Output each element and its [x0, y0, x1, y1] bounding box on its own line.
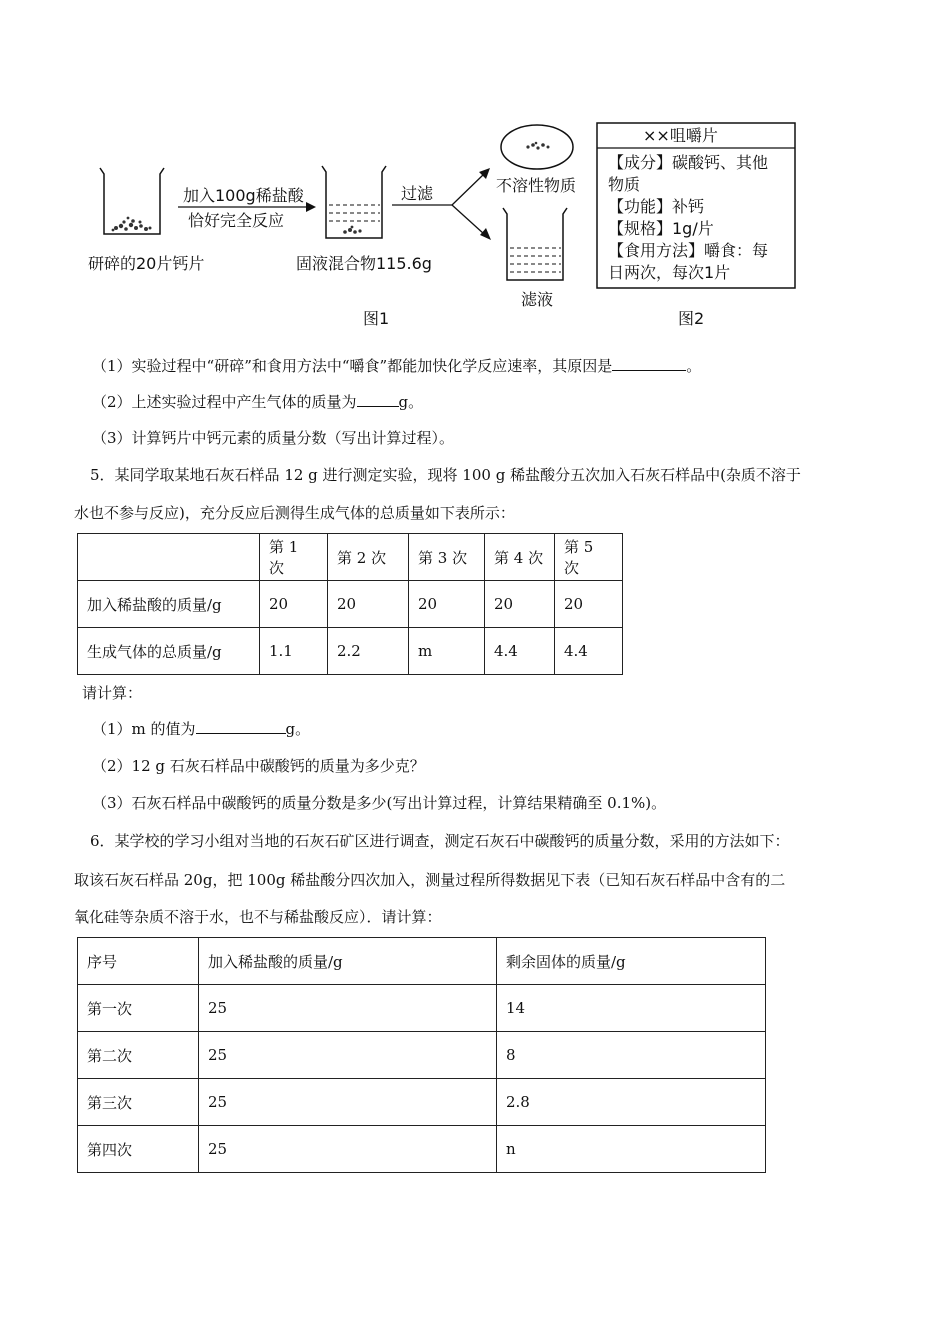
- q4-part1-text: （1）实验过程中“研碎”和食用方法中“嚼食”都能加快化学反应速率，其原因是: [92, 357, 613, 375]
- table-cell: 1.1: [260, 628, 328, 675]
- arrow-label-complete-reaction: 恰好完全反应: [188, 211, 285, 230]
- table-header-row: [78, 534, 623, 581]
- mixture-solid-particles: [343, 226, 361, 234]
- arrow-head: [480, 228, 491, 240]
- table-cell: 20: [409, 581, 485, 628]
- table-row: [78, 985, 766, 1032]
- table-cell: 25: [199, 1079, 497, 1126]
- table-cell: 20: [328, 581, 409, 628]
- q4-part2-text: （2）上述实验过程中产生气体的质量为: [92, 393, 357, 411]
- table-header-cell: 第 5 次: [555, 534, 623, 581]
- table-header-cell: 序号: [78, 938, 199, 985]
- table-header-cell: [78, 534, 260, 581]
- table-cell: 第二次: [78, 1032, 199, 1079]
- product-detail-line: 【功能】补钙: [608, 197, 705, 216]
- q5-ask: 请计算：: [82, 684, 143, 702]
- table-cell: 8: [497, 1032, 766, 1079]
- q5-part1: [92, 719, 310, 739]
- table-cell: 加入稀盐酸的质量/g: [78, 581, 260, 628]
- mixture-liquid-lines: [329, 205, 380, 221]
- crushed-tablet-particles: [112, 217, 152, 232]
- crushed-tablets-label: 研碎的20片钙片: [88, 254, 205, 273]
- table-cell: 第四次: [78, 1126, 199, 1173]
- q6-intro-line3: 氧化硅等杂质不溶于水，也不与稀盐酸反应）．请计算：: [74, 908, 442, 926]
- arrow-head: [306, 202, 316, 212]
- table-cell: 生成气体的总质量/g: [78, 628, 260, 675]
- table-cell: 2.2: [328, 628, 409, 675]
- q5-intro-line1: 5．某同学取某地石灰石样品 12 g 进行测定实验，现将 100 g 稀盐酸分五次加入石灰石样品中(杂质不溶于: [90, 466, 801, 484]
- q6-intro-line1: 6．某学校的学习小组对当地的石灰石矿区进行调查，测定石灰石中碳酸钙的质量分数，采用的方法如下：: [90, 832, 790, 850]
- q5-part1-text: （1）m 的值为: [92, 720, 196, 738]
- product-detail-line: 物质: [608, 175, 641, 194]
- table-cell: 4.4: [485, 628, 555, 675]
- q4-part2: [92, 392, 423, 412]
- filtrate-label: 滤液: [521, 290, 554, 309]
- table-header-cell: 第 1 次: [260, 534, 328, 581]
- table-cell: 20: [555, 581, 623, 628]
- table-cell: 20: [485, 581, 555, 628]
- insoluble-label: 不溶性物质: [496, 176, 577, 195]
- table-row: [78, 1079, 766, 1126]
- table-header-cell: 第 3 次: [409, 534, 485, 581]
- table-cell: 25: [199, 985, 497, 1032]
- table-cell: m: [409, 628, 485, 675]
- table-cell: 14: [497, 985, 766, 1032]
- product-detail-line: 日两次，每次1片: [608, 263, 731, 282]
- answer-blank[interactable]: [357, 392, 399, 407]
- table-cell: 20: [260, 581, 328, 628]
- q5-data-table: [77, 533, 623, 675]
- q5-part2: （2）12 g 石灰石样品中碳酸钙的质量为多少克？: [92, 757, 425, 775]
- q5-part3: （3）石灰石样品中碳酸钙的质量分数是多少(写出计算过程，计算结果精确至 0.1%)。: [92, 794, 667, 812]
- beaker-filtrate: [503, 208, 567, 280]
- q6-intro-line2: 取该石灰石样品 20g，把 100g 稀盐酸分四次加入，测量过程所得数据见下表（已知石灰石样品中含有的二: [74, 871, 786, 889]
- product-detail-line: 【食用方法】嚼食：每: [608, 241, 769, 260]
- table-header-row: [78, 938, 766, 985]
- arrow-label-add-acid: 加入100g稀盐酸: [183, 186, 304, 205]
- table-header-cell: 加入稀盐酸的质量/g: [199, 938, 497, 985]
- q6-data-table: [77, 937, 766, 1173]
- table-cell: 2.8: [497, 1079, 766, 1126]
- table-row: [78, 628, 623, 675]
- table-cell: 4.4: [555, 628, 623, 675]
- table-cell: 第一次: [78, 985, 199, 1032]
- table-header-cell: 第 4 次: [485, 534, 555, 581]
- q5-intro-line2: 水也不参与反应)，充分反应后测得生成气体的总质量如下表所示：: [74, 504, 515, 522]
- beaker-mixture: [322, 166, 386, 238]
- experiment-figure: [0, 0, 950, 340]
- table-cell: n: [497, 1126, 766, 1173]
- q4-part1-end: 。: [686, 357, 702, 375]
- product-detail-line: 【成分】碳酸钙、其他: [608, 153, 769, 172]
- figure-2-caption: 图2: [678, 309, 705, 328]
- filtrate-liquid-lines: [510, 248, 561, 272]
- table-row: [78, 1032, 766, 1079]
- figure-1-caption: 图1: [363, 309, 390, 328]
- q5-part1-end: g。: [285, 720, 311, 738]
- table-cell: 25: [199, 1032, 497, 1079]
- table-header-cell: 剩余固体的质量/g: [497, 938, 766, 985]
- product-details: [608, 152, 768, 284]
- answer-blank[interactable]: [612, 356, 686, 371]
- product-detail-line: 【规格】1g/片: [608, 219, 714, 238]
- table-cell: 第三次: [78, 1079, 199, 1126]
- filter-label: 过滤: [401, 184, 434, 203]
- table-row: [78, 1126, 766, 1173]
- q4-part2-end: g。: [398, 393, 424, 411]
- arrow-to-filtrate: [452, 205, 484, 234]
- answer-blank[interactable]: [196, 719, 286, 734]
- q4-part3: （3）计算钙片中钙元素的质量分数（写出计算过程）。: [92, 429, 455, 447]
- arrow-to-insoluble: [452, 174, 484, 205]
- table-row: [78, 581, 623, 628]
- table-header-cell: 第 2 次: [328, 534, 409, 581]
- q4-part1: [92, 356, 701, 376]
- mixture-label: 固液混合物115.6g: [296, 254, 432, 273]
- table-cell: 25: [199, 1126, 497, 1173]
- insoluble-particles: [526, 142, 549, 150]
- product-title: ××咀嚼片: [643, 126, 718, 145]
